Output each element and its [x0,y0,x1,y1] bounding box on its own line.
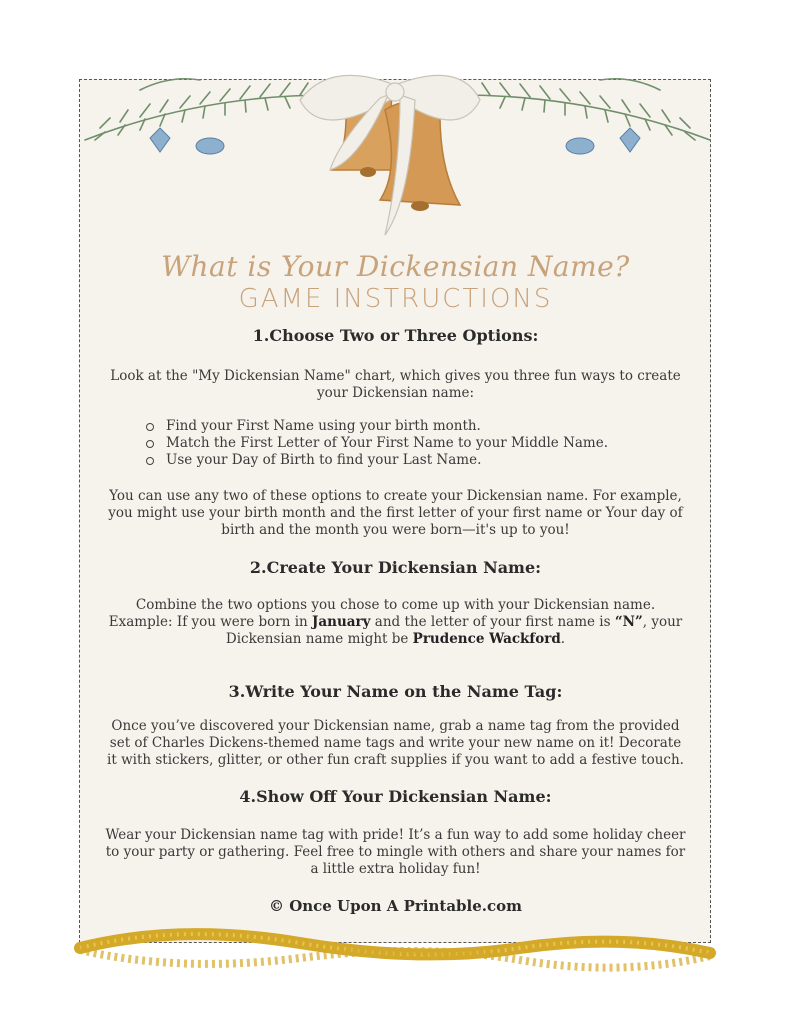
bells-garland-illustration [0,0,791,260]
step1-note-line2: you might use your birth month and the first letter of your first name or Your day of [108,505,683,521]
step2-line2 [95,614,696,631]
bullet-icon [146,457,154,465]
step2-body [95,597,696,648]
copyright-footer: © Once Upon A Printable.com [268,897,523,915]
step1-intro-line2: your Dickensian name: [316,385,475,401]
step1-note-line1: You can use any two of these options to create your Dickensian name. For example, [109,488,682,504]
step2-heading: 2.Create Your Dickensian Name: [249,558,542,577]
step1-note-line3: birth and the month you were born—it's up to you! [221,522,570,538]
example-name: Prudence Wackford [412,631,561,647]
list-item [160,418,608,435]
list-item [160,452,608,469]
option-text: Use your Day of Birth to find your Last Name. [166,452,482,468]
step4-body [85,827,706,878]
text-span: and the letter of your first name is [370,614,615,630]
bullet-icon [146,440,154,448]
option-text: Find your First Name using your birth month. [166,418,481,434]
ornament-left [150,128,224,154]
text-span: Dickensian name might be [225,631,413,647]
step4-line2: to your party or gathering. Feel free to mingle with others and share your names for [105,844,686,860]
options-list [140,418,608,469]
step1-heading: 1.Choose Two or Three Options: [252,326,539,345]
step3-line3: it with stickers, glitter, or other fun craft supplies if you want to add a festive touch. [107,752,684,768]
list-item [160,435,608,452]
example-letter: “N” [614,614,643,630]
page-subtitle: GAME INSTRUCTIONS [238,284,553,314]
example-month: January [312,614,371,630]
step3-heading: 3.Write Your Name on the Name Tag: [228,682,563,701]
step4-heading: 4.Show Off Your Dickensian Name: [239,787,552,806]
step1-note [85,488,706,539]
text-span: . [560,631,566,647]
step3-line2: set of Charles Dickens-themed name tags and write your new name on it! Decorate [109,735,682,751]
step4-line1: Wear your Dickensian name tag with pride! It’s a fun way to add some holiday cheer [105,827,686,843]
step3-body [85,718,706,769]
step4-line3: a little extra holiday fun! [310,861,481,877]
page-title: What is Your Dickensian Name? [161,250,630,283]
ornament-right [566,128,640,154]
step1-intro-line1: Look at the "My Dickensian Name" chart, which gives you three fun ways to create [110,368,681,384]
bullet-icon [146,423,154,431]
step2-line1: Combine the two options you chose to come up with your Dickensian name. [135,597,656,613]
step2-line3 [95,631,696,648]
text-span: , your [642,614,683,630]
step3-line1: Once you’ve discovered your Dickensian name, grab a name tag from the provided [111,718,680,734]
step1-intro [95,368,696,402]
option-text: Match the First Letter of Your First Name to your Middle Name. [166,435,609,451]
text-span: Example: If you were born in [108,614,313,630]
gold-garland-illustration [0,918,791,988]
